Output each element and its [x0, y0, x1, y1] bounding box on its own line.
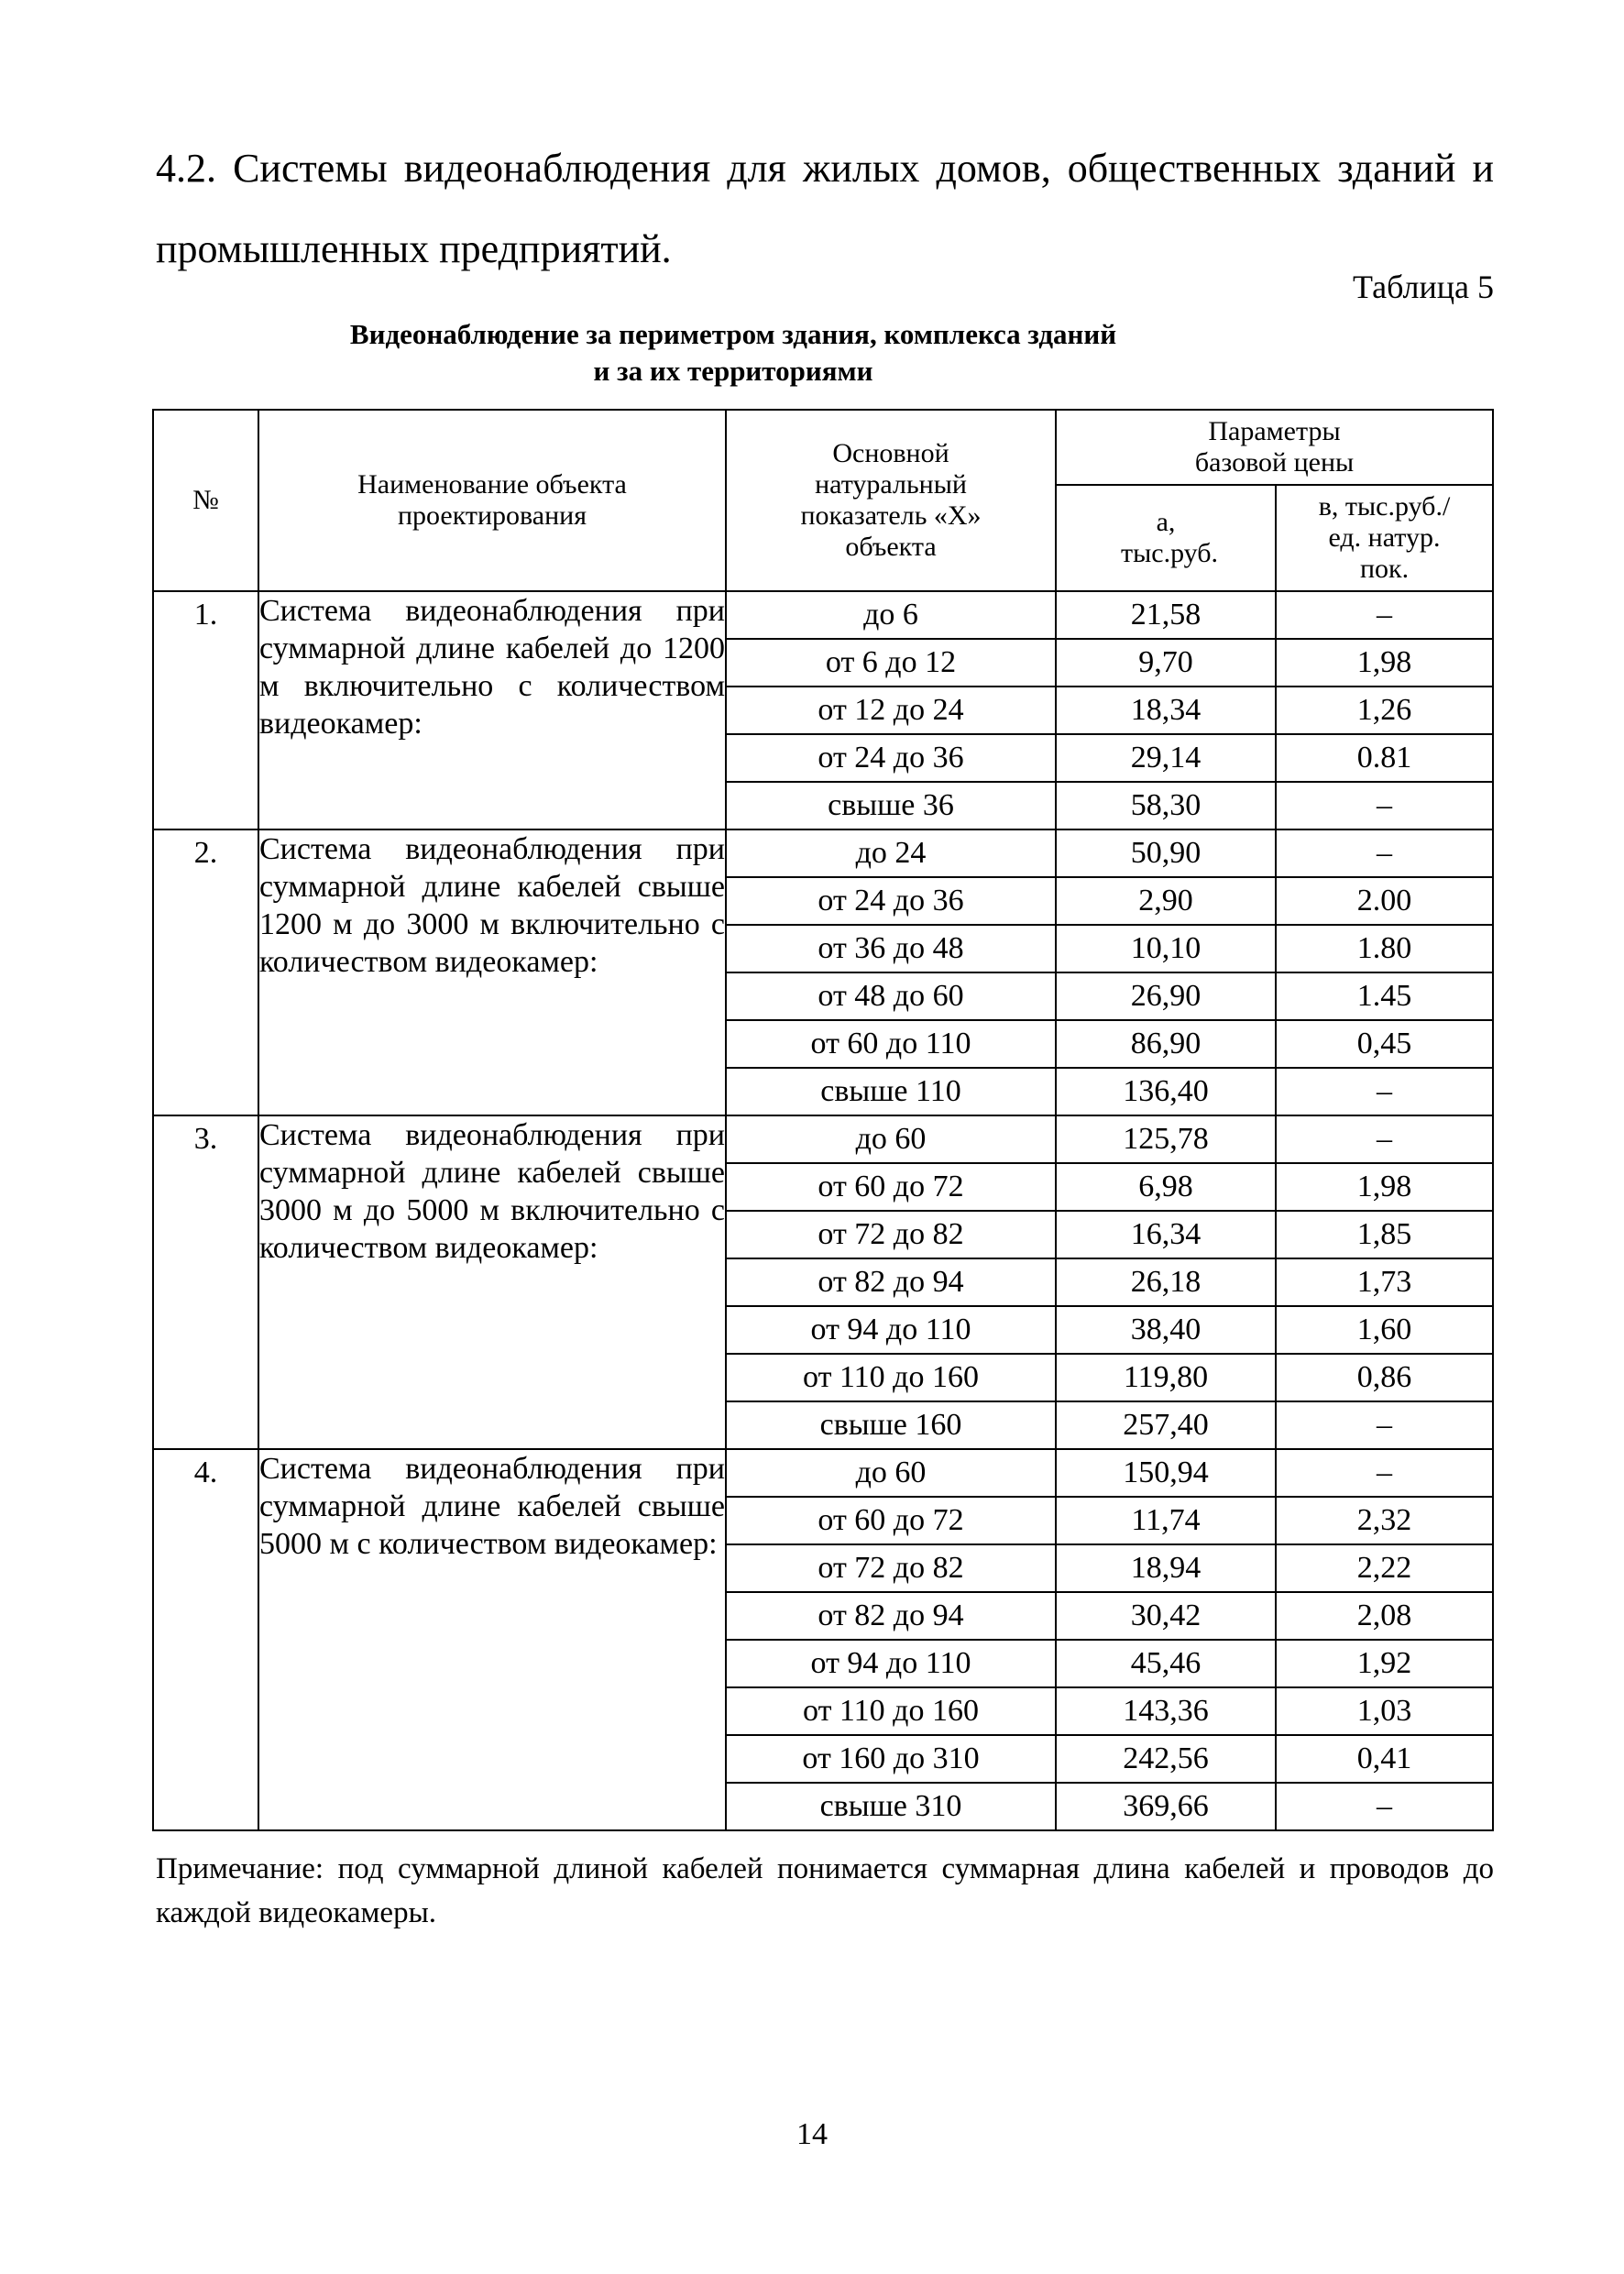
indicator-cell: от 60 до 72 [726, 1163, 1056, 1211]
row-number: 4. [153, 1449, 258, 1830]
indicator-cell: от 48 до 60 [726, 972, 1056, 1020]
price-a-cell: 125,78 [1056, 1115, 1276, 1163]
table-title [275, 316, 1191, 390]
price-b-cell: 1,98 [1276, 1163, 1493, 1211]
indicator-cell: от 94 до 110 [726, 1306, 1056, 1354]
indicator-cell: свыше 110 [726, 1068, 1056, 1115]
price-a-cell: 6,98 [1056, 1163, 1276, 1211]
price-a-cell: 38,40 [1056, 1306, 1276, 1354]
price-b-cell: 0,41 [1276, 1735, 1493, 1783]
price-b-cell: – [1276, 829, 1493, 877]
price-a-cell: 119,80 [1056, 1354, 1276, 1401]
price-b-cell: 1,73 [1276, 1258, 1493, 1306]
indicator-cell: от 12 до 24 [726, 687, 1056, 734]
table-title-line-2: и за их территориями [593, 355, 873, 387]
price-b-cell: – [1276, 1783, 1493, 1830]
header-num: № [153, 410, 258, 591]
price-a-cell: 136,40 [1056, 1068, 1276, 1115]
object-name: Система видеонаблюдения при суммарной длине кабелей свыше 3000 м до 5000 м включительно с количеством видеокамер: [258, 1115, 726, 1449]
indicator-cell: свыше 36 [726, 782, 1056, 829]
row-number: 3. [153, 1115, 258, 1449]
price-a-cell: 11,74 [1056, 1497, 1276, 1544]
price-b-cell: 2,08 [1276, 1592, 1493, 1640]
indicator-cell: свыше 160 [726, 1401, 1056, 1449]
indicator-cell: от 72 до 82 [726, 1544, 1056, 1592]
table-row [153, 829, 1493, 877]
object-name: Система видеонаблюдения при суммарной длине кабелей свыше 1200 м до 3000 м включительно с количеством видеокамер: [258, 829, 726, 1115]
price-b-cell: 2.00 [1276, 877, 1493, 925]
price-a-cell: 30,42 [1056, 1592, 1276, 1640]
indicator-cell: от 6 до 12 [726, 639, 1056, 687]
price-a-cell: 18,94 [1056, 1544, 1276, 1592]
table-row [153, 591, 1493, 639]
indicator-cell: от 94 до 110 [726, 1640, 1056, 1687]
price-a-cell: 18,34 [1056, 687, 1276, 734]
price-b-cell: – [1276, 1068, 1493, 1115]
price-b-cell: – [1276, 1449, 1493, 1497]
table-row [153, 1115, 1493, 1163]
header-b: в, тыс.руб./ед. натур. пок. [1276, 485, 1493, 591]
price-b-cell: 0.81 [1276, 734, 1493, 782]
price-b-cell: 1,85 [1276, 1211, 1493, 1258]
indicator-cell: от 82 до 94 [726, 1258, 1056, 1306]
price-a-cell: 369,66 [1056, 1783, 1276, 1830]
indicator-cell: от 110 до 160 [726, 1687, 1056, 1735]
section-heading: 4.2. Системы видеонаблюдения для жилых домов, общественных зданий и промышленных предприятий. [156, 146, 1494, 271]
price-a-cell: 257,40 [1056, 1401, 1276, 1449]
price-a-cell: 21,58 [1056, 591, 1276, 639]
header-a: а, тыс.руб. [1056, 485, 1276, 591]
price-b-cell: 2,22 [1276, 1544, 1493, 1592]
indicator-cell: до 60 [726, 1449, 1056, 1497]
header-params: Параметры базовой цены [1056, 410, 1493, 485]
price-a-cell: 45,46 [1056, 1640, 1276, 1687]
indicator-cell: свыше 310 [726, 1783, 1056, 1830]
indicator-cell: от 60 до 110 [726, 1020, 1056, 1068]
price-b-cell: 1,98 [1276, 639, 1493, 687]
header-x: Основной натуральный показатель «X» объекта [726, 410, 1056, 591]
indicator-cell: от 24 до 36 [726, 734, 1056, 782]
price-b-cell: 2,32 [1276, 1497, 1493, 1544]
indicator-cell: от 160 до 310 [726, 1735, 1056, 1783]
price-b-cell: 0,86 [1276, 1354, 1493, 1401]
row-number: 2. [153, 829, 258, 1115]
indicator-cell: до 60 [726, 1115, 1056, 1163]
note: Примечание: под суммарной длиной кабелей понимается суммарная длина кабелей и проводов до каждой видеокамеры. [156, 1852, 1494, 1929]
header-name: Наименование объекта проектирования [258, 410, 726, 591]
table-title-line-1: Видеонаблюдение за периметром здания, комплекса зданий [349, 318, 1117, 350]
price-a-cell: 50,90 [1056, 829, 1276, 877]
price-b-cell: 1.80 [1276, 925, 1493, 972]
indicator-cell: от 72 до 82 [726, 1211, 1056, 1258]
price-a-cell: 86,90 [1056, 1020, 1276, 1068]
price-b-cell: – [1276, 1115, 1493, 1163]
price-a-cell: 10,10 [1056, 925, 1276, 972]
price-table [152, 409, 1494, 1831]
price-a-cell: 150,94 [1056, 1449, 1276, 1497]
price-a-cell: 29,14 [1056, 734, 1276, 782]
price-a-cell: 242,56 [1056, 1735, 1276, 1783]
price-b-cell: 1,92 [1276, 1640, 1493, 1687]
price-b-cell: 1,03 [1276, 1687, 1493, 1735]
indicator-cell: от 24 до 36 [726, 877, 1056, 925]
object-name: Система видеонаблюдения при суммарной длине кабелей до 1200 м включительно с количеством видеокамер: [258, 591, 726, 829]
table-body [153, 591, 1493, 1830]
table-header [153, 410, 1493, 591]
price-b-cell: 1,60 [1276, 1306, 1493, 1354]
indicator-cell: от 82 до 94 [726, 1592, 1056, 1640]
table-number: Таблица 5 [1353, 269, 1494, 305]
object-name: Система видеонаблюдения при суммарной длине кабелей свыше 5000 м с количеством видеокамер: [258, 1449, 726, 1830]
price-b-cell: – [1276, 782, 1493, 829]
indicator-cell: от 60 до 72 [726, 1497, 1056, 1544]
price-b-cell: 0,45 [1276, 1020, 1493, 1068]
price-a-cell: 26,90 [1056, 972, 1276, 1020]
indicator-cell: до 6 [726, 591, 1056, 639]
price-a-cell: 26,18 [1056, 1258, 1276, 1306]
price-a-cell: 9,70 [1056, 639, 1276, 687]
indicator-cell: от 36 до 48 [726, 925, 1056, 972]
price-a-cell: 143,36 [1056, 1687, 1276, 1735]
table-row [153, 1449, 1493, 1497]
price-a-cell: 58,30 [1056, 782, 1276, 829]
price-b-cell: 1.45 [1276, 972, 1493, 1020]
price-b-cell: – [1276, 591, 1493, 639]
indicator-cell: от 110 до 160 [726, 1354, 1056, 1401]
price-b-cell: – [1276, 1401, 1493, 1449]
indicator-cell: до 24 [726, 829, 1056, 877]
price-a-cell: 2,90 [1056, 877, 1276, 925]
price-b-cell: 1,26 [1276, 687, 1493, 734]
price-a-cell: 16,34 [1056, 1211, 1276, 1258]
row-number: 1. [153, 591, 258, 829]
page-number: 14 [796, 2117, 828, 2151]
